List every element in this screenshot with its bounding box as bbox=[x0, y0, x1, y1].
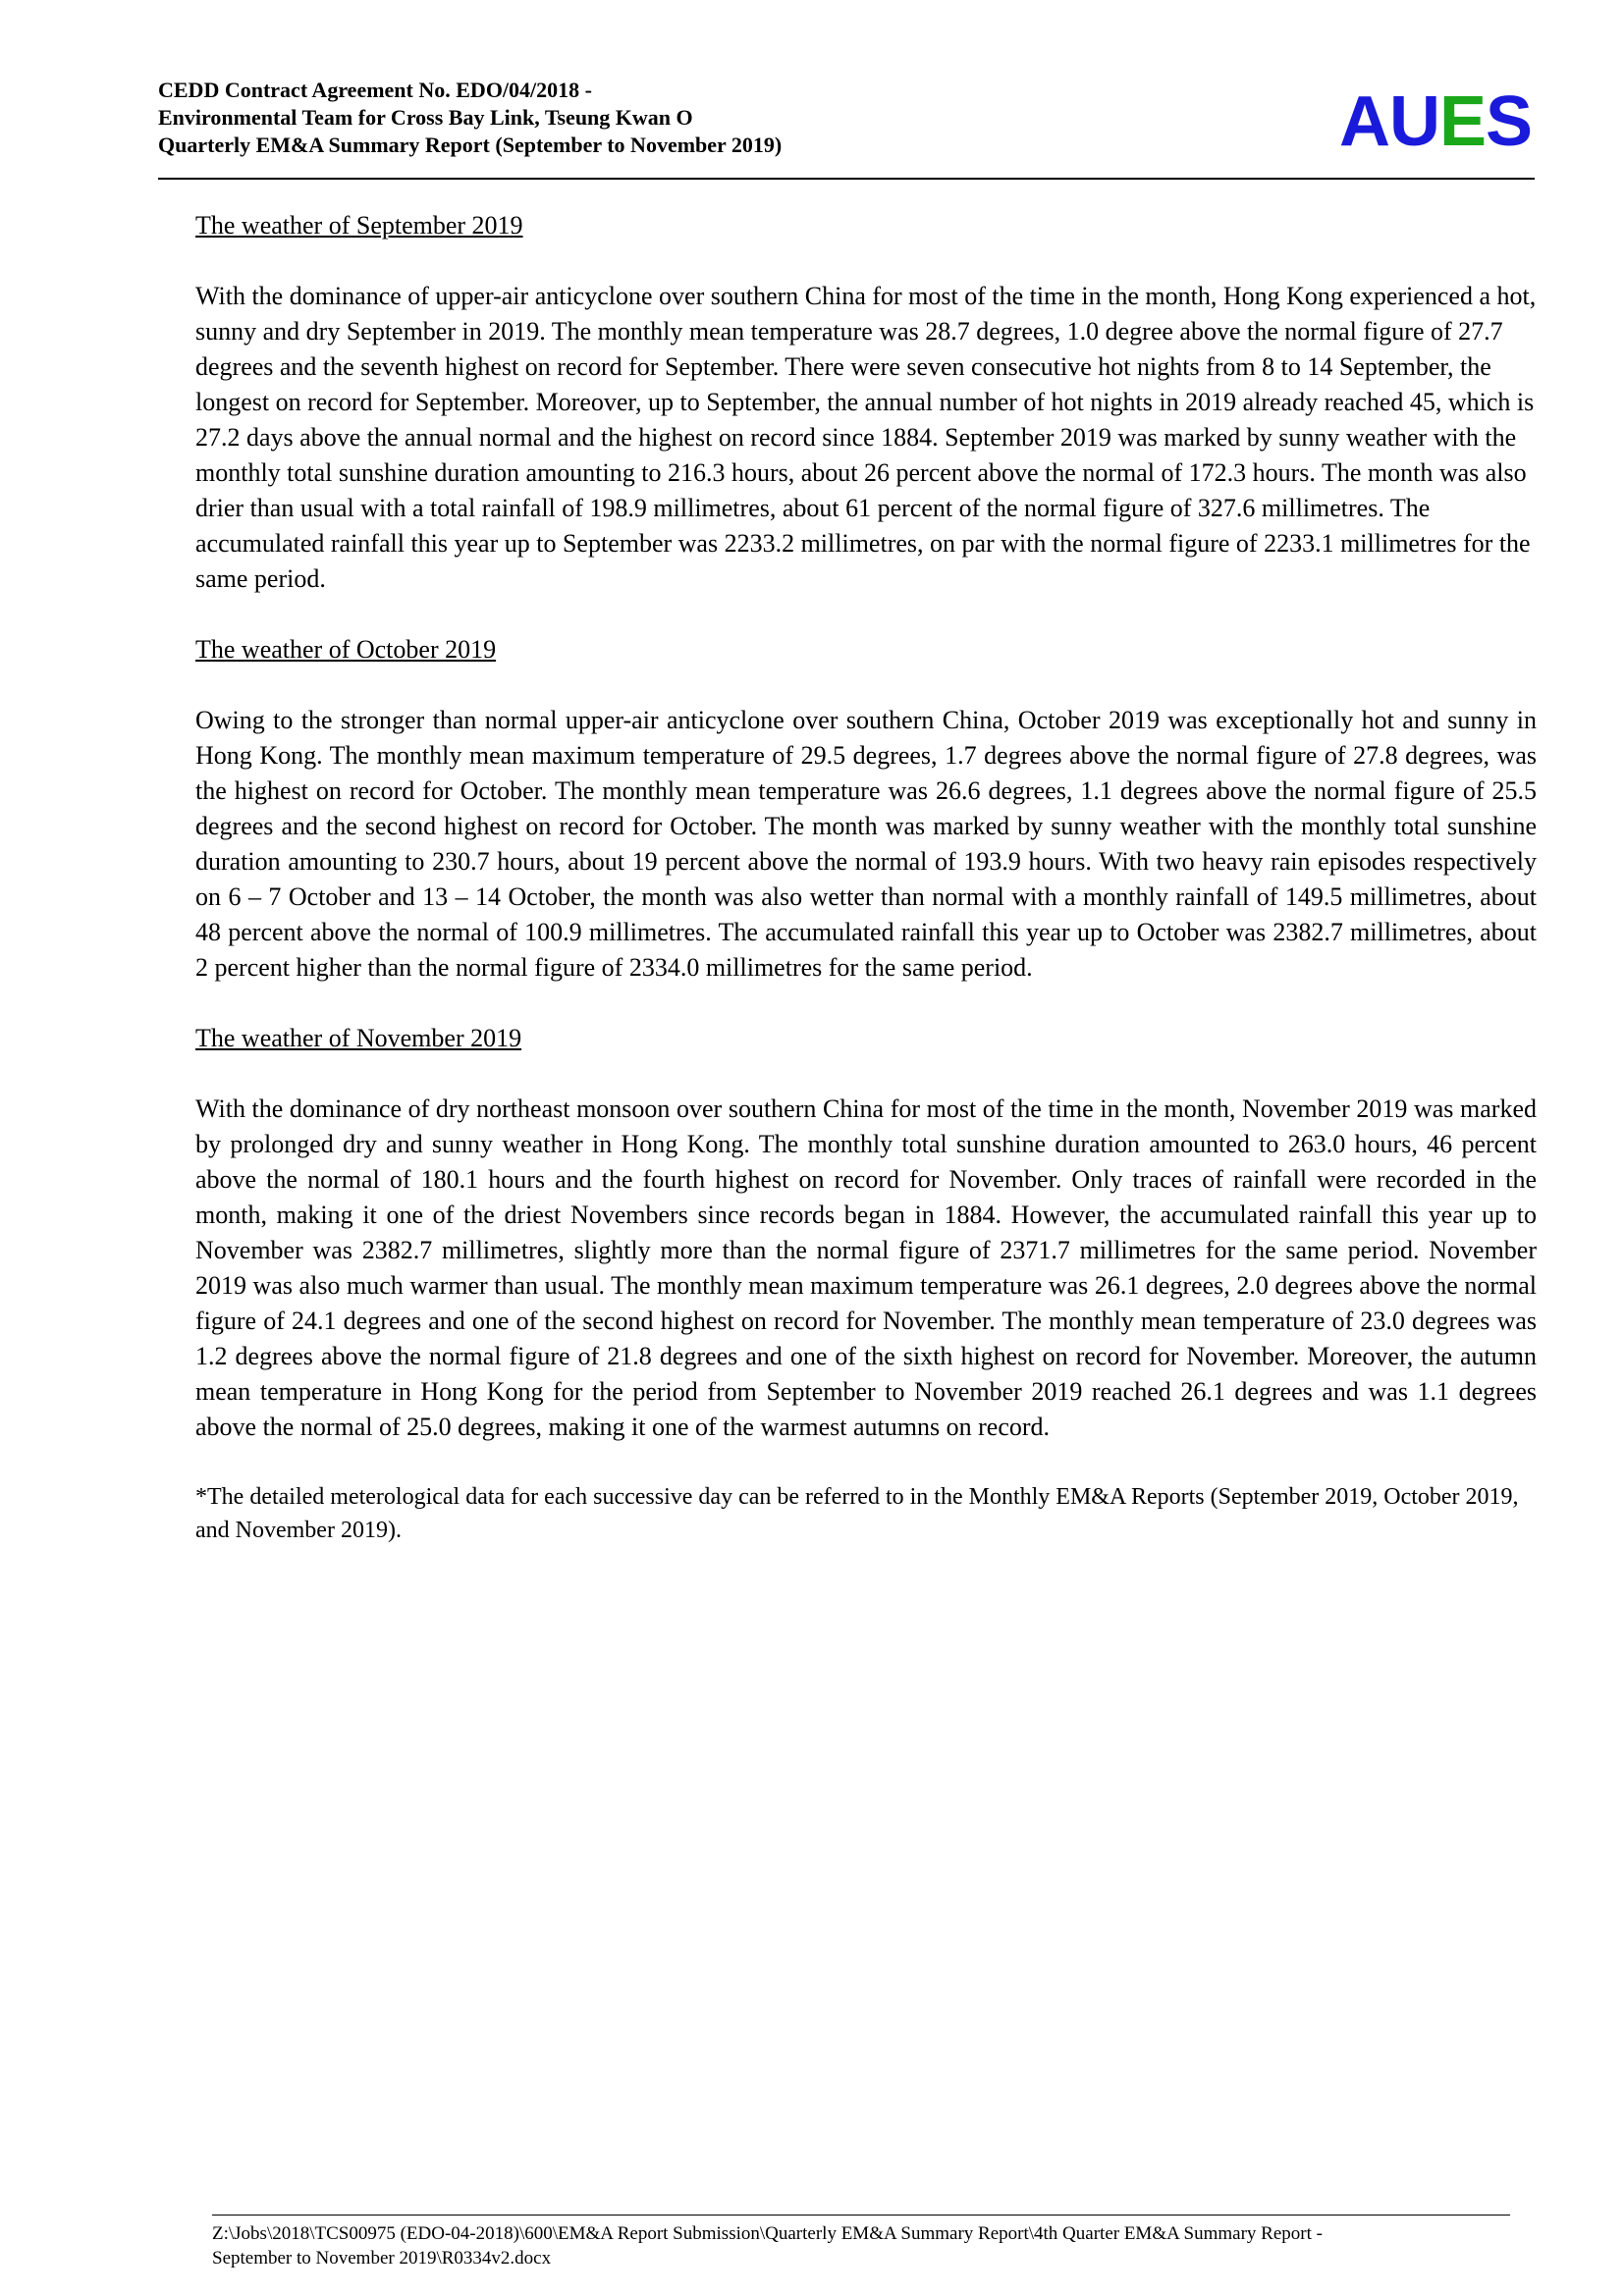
november-paragraph: With the dominance of dry northeast monsoon over southern China for most of the time in the month, November 2019 was marked by prolonged dry and sunny weather in Hong Kong. The monthly total sunshine duration amounted to 263.0 hours, 46 percent above the normal of 180.1 hours and the fourth highest on record for November. Only traces of rainfall were recorded in the month, making it one of the driest Novembers since records began in 1884. However, the accumulated rainfall this year up to November was 2382.7 millimetres, slightly more than the normal figure of 2371.7 millimetres for the same period. November 2019 was also much warmer than usual. The monthly mean maximum temperature was 26.1 degrees, 2.0 degrees above the normal figure of 24.1 degrees and one of the second highest on record for November. The monthly mean temperature of 23.0 degrees was 1.2 degrees above the normal figure of 21.8 degrees and one of the sixth highest on record for November. Moreover, the autumn mean temperature in Hong Kong for the period from September to November 2019 reached 26.1 degrees and was 1.1 degrees above the normal of 25.0 degrees, making it one of the warmest autumns on record. bbox=[195, 1095, 1537, 1441]
header-team-line: Environmental Team for Cross Bay Link, Tseung Kwan O bbox=[158, 105, 693, 130]
page-header bbox=[158, 77, 1535, 180]
logo-letter-a: A bbox=[1338, 82, 1389, 161]
header-title-block bbox=[158, 77, 782, 159]
october-heading: The weather of October 2019 bbox=[195, 635, 497, 664]
report-body bbox=[195, 208, 1537, 1547]
logo-letter-e: E bbox=[1438, 82, 1486, 161]
logo-letter-s: S bbox=[1485, 82, 1532, 161]
page-footer bbox=[212, 2215, 1510, 2270]
logo-letter-u: U bbox=[1388, 82, 1439, 161]
header-report-line: Quarterly EM&A Summary Report (September to November 2019) bbox=[158, 133, 783, 157]
september-heading: The weather of September 2019 bbox=[195, 211, 523, 240]
meteorological-data-note: *The detailed meterological data for each successive day can be referred to in the Monthly EM&A Reports (September 2019, October 2019, and November 2019). bbox=[195, 1484, 1519, 1543]
november-heading: The weather of November 2019 bbox=[195, 1024, 522, 1052]
aues-logo bbox=[1338, 82, 1532, 161]
footer-file-path-line-2: September to November 2019\R0334v2.docx bbox=[212, 2248, 552, 2269]
footer-file-path-line-1: Z:\Jobs\2018\TCS00975 (EDO-04-2018)\600\EM&A Report Submission\Quarterly EM&A Summary Report\4th Quarter EM&A Summary Report - bbox=[212, 2223, 1323, 2244]
october-paragraph: Owing to the stronger than normal upper-air anticyclone over southern China, October 2019 was exceptionally hot and sunny in Hong Kong. The monthly mean maximum temperature of 29.5 degrees, 1.7 degrees above the normal figure of 27.8 degrees, was the highest on record for October. The monthly mean temperature was 26.6 degrees, 1.1 degrees above the normal figure of 25.5 degrees and the second highest on record for October. The month was marked by sunny weather with the monthly total sunshine duration amounting to 230.7 hours, about 19 percent above the normal of 193.9 hours. With two heavy rain episodes respectively on 6 – 7 October and 13 – 14 October, the month was also wetter than normal with a monthly rainfall of 149.5 millimetres, about 48 percent above the normal of 100.9 millimetres. The accumulated rainfall this year up to October was 2382.7 millimetres, about 2 percent higher than the normal figure of 2334.0 millimetres for the same period. bbox=[195, 706, 1537, 982]
september-paragraph: With the dominance of upper-air anticyclone over southern China for most of the time in the month, Hong Kong experienced a hot, sunny and dry September in 2019. The monthly mean temperature was 28.7 degrees, 1.0 degree above the normal figure of 27.7 degrees and the seventh highest on record for September. There were seven consecutive hot nights from 8 to 14 September, the longest on record for September. Moreover, up to September, the annual number of hot nights in 2019 already reached 45, which is 27.2 days above the annual normal and the highest on record since 1884. September 2019 was marked by sunny weather with the monthly total sunshine duration amounting to 216.3 hours, about 26 percent above the normal of 172.3 hours. The month was also drier than usual with a total rainfall of 198.9 millimetres, about 61 percent of the normal figure of 327.6 millimetres. The accumulated rainfall this year up to September was 2233.2 millimetres, on par with the normal figure of 2233.1 millimetres for the same period. bbox=[195, 282, 1537, 593]
header-contract-line: CEDD Contract Agreement No. EDO/04/2018 - bbox=[158, 78, 592, 102]
